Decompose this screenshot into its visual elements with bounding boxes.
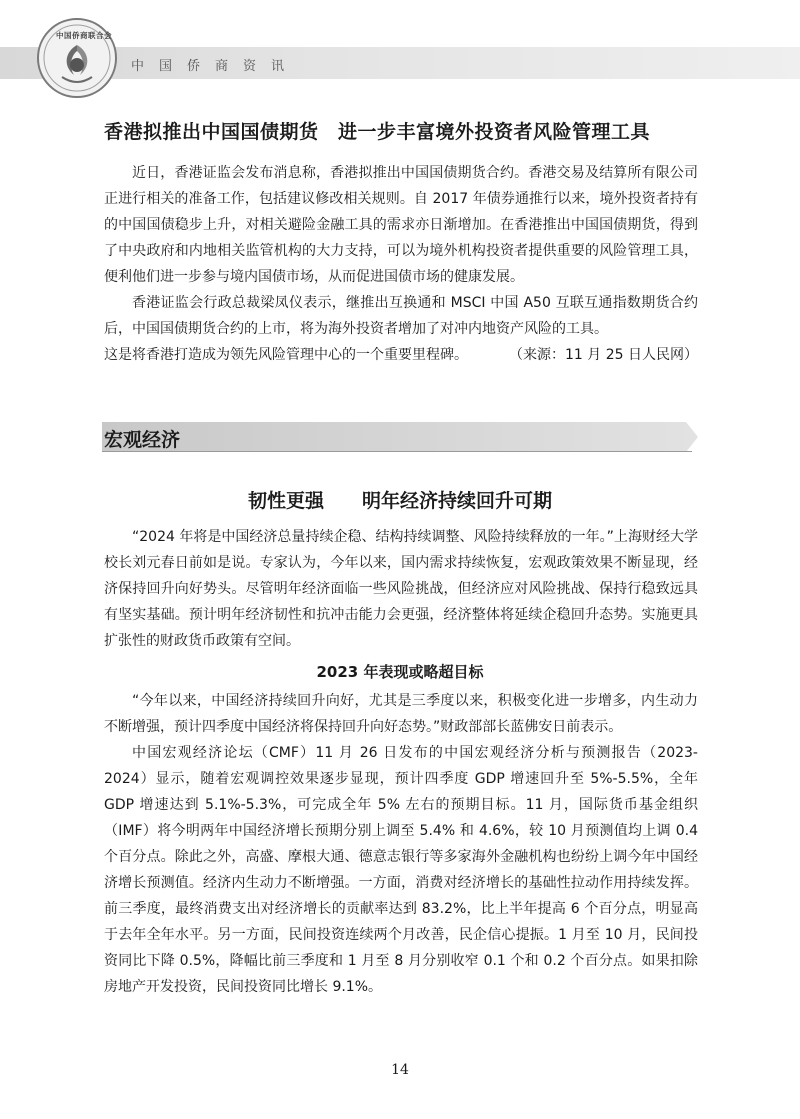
sub-heading: 2023 年表现或略超目标 — [316, 663, 484, 681]
article-source: （来源：11 月 25 日人民网） — [509, 347, 698, 363]
article-last-sentence: 这是将香港打造成为领先风险管理中心的一个重要里程碑。 — [104, 347, 468, 363]
article-title: 香港拟推出中国国债期货 进一步丰富境外投资者风险管理工具 — [104, 121, 651, 143]
logo-emblem-icon — [36, 17, 118, 99]
article-paragraph: “今年以来，中国经济持续回升向好，尤其是三季度以来，积极变化进一步增多，内生动力不断增强，预计四季度中国经济将保持回升向好态势。”财政部部长蓝佛安日前表示。 — [104, 693, 698, 735]
page-number: 14 — [391, 1062, 409, 1078]
section-band — [102, 422, 698, 452]
article-paragraph: 近日，香港证监会发布消息称，香港拟推出中国国债期货合约。香港交易及结算所有限公司正进行相关的准备工作，包括建议修改相关规则。自 2017 年债券通推行以来，境外投资者持有的中国国债稳步上升，对相关避险金融工具的需求亦日渐增加。在香港推出中国国债期货，得到了中央政府和内地相关监管机构的大力支持，可以为境外机构投资者提供重要的风险管理工具，便利他们进一步参与境内国债市场，从而促进国债市场的健康发展。 — [104, 165, 698, 285]
article-title: 韧性更强 明年经济持续回升可期 — [247, 490, 552, 512]
section-title: 宏观经济 — [104, 429, 181, 451]
article-paragraph: 中国宏观经济论坛（CMF）11 月 26 日发布的中国宏观经济分析与预测报告（2023-2024）显示，随着宏观调控效果逐步显现，预计四季度 GDP 增速回升至 5%-5.5%，全年 GDP 增速达到 5.1%-5.3%，可完成全年 5% 左右的预期目标。11 月，国际货币基金组织（IMF）将今明两年中国经济增长预期分别上调至 5.4% 和 4.6%，较 10 月预测值均上调 0.4 个百分点。除此之外，高盛、摩根大通、德意志银行等多家海外金融机构也纷纷上调今年中国经济增长预测值。经济内生动力不断增强。一方面，消费对经济增长的基础性拉动作用持续发挥。前三季度，最终消费支出对经济增长的贡献率达到 83.2%，比上半年提高 6 个百分点，明显高于去年全年水平。另一方面，民间投资连续两个月改善，民企信心提振。1 月至 10 月，民间投资同比下降 0.5%，降幅比前三季度和 1 月至 8 月分别收窄 0.1 个和 0.2 个百分点。如果扣除房地产开发投资，民间投资同比增长 9.1%。 — [104, 745, 698, 995]
article-paragraph: 香港证监会行政总裁梁凤仪表示，继推出互换通和 MSCI 中国 A50 互联互通指数期货合约后，中国国债期货合约的上市，将为海外投资者增加了对冲内地资产风险的工具。 — [104, 295, 698, 337]
logo-text: 中国侨商联合会 — [56, 31, 112, 40]
header-band — [0, 47, 800, 79]
article-closing-line — [104, 342, 698, 368]
header-title: 中国侨商资讯 — [131, 59, 300, 74]
article-paragraph: “2024 年将是中国经济总量持续企稳、结构持续调整、风险持续释放的一年。”上海财经大学校长刘元春日前如是说。专家认为，今年以来，国内需求持续恢复，宏观政策效果不断显现，经济保持回升向好势头。尽管明年经济面临一些风险挑战，但经济应对风险挑战、保持行稳致远具有坚实基础。预计明年经济韧性和抗冲击能力会更强，经济整体将延续企稳回升态势。实施更具扩张性的财政货币政策有空间。 — [104, 529, 698, 649]
